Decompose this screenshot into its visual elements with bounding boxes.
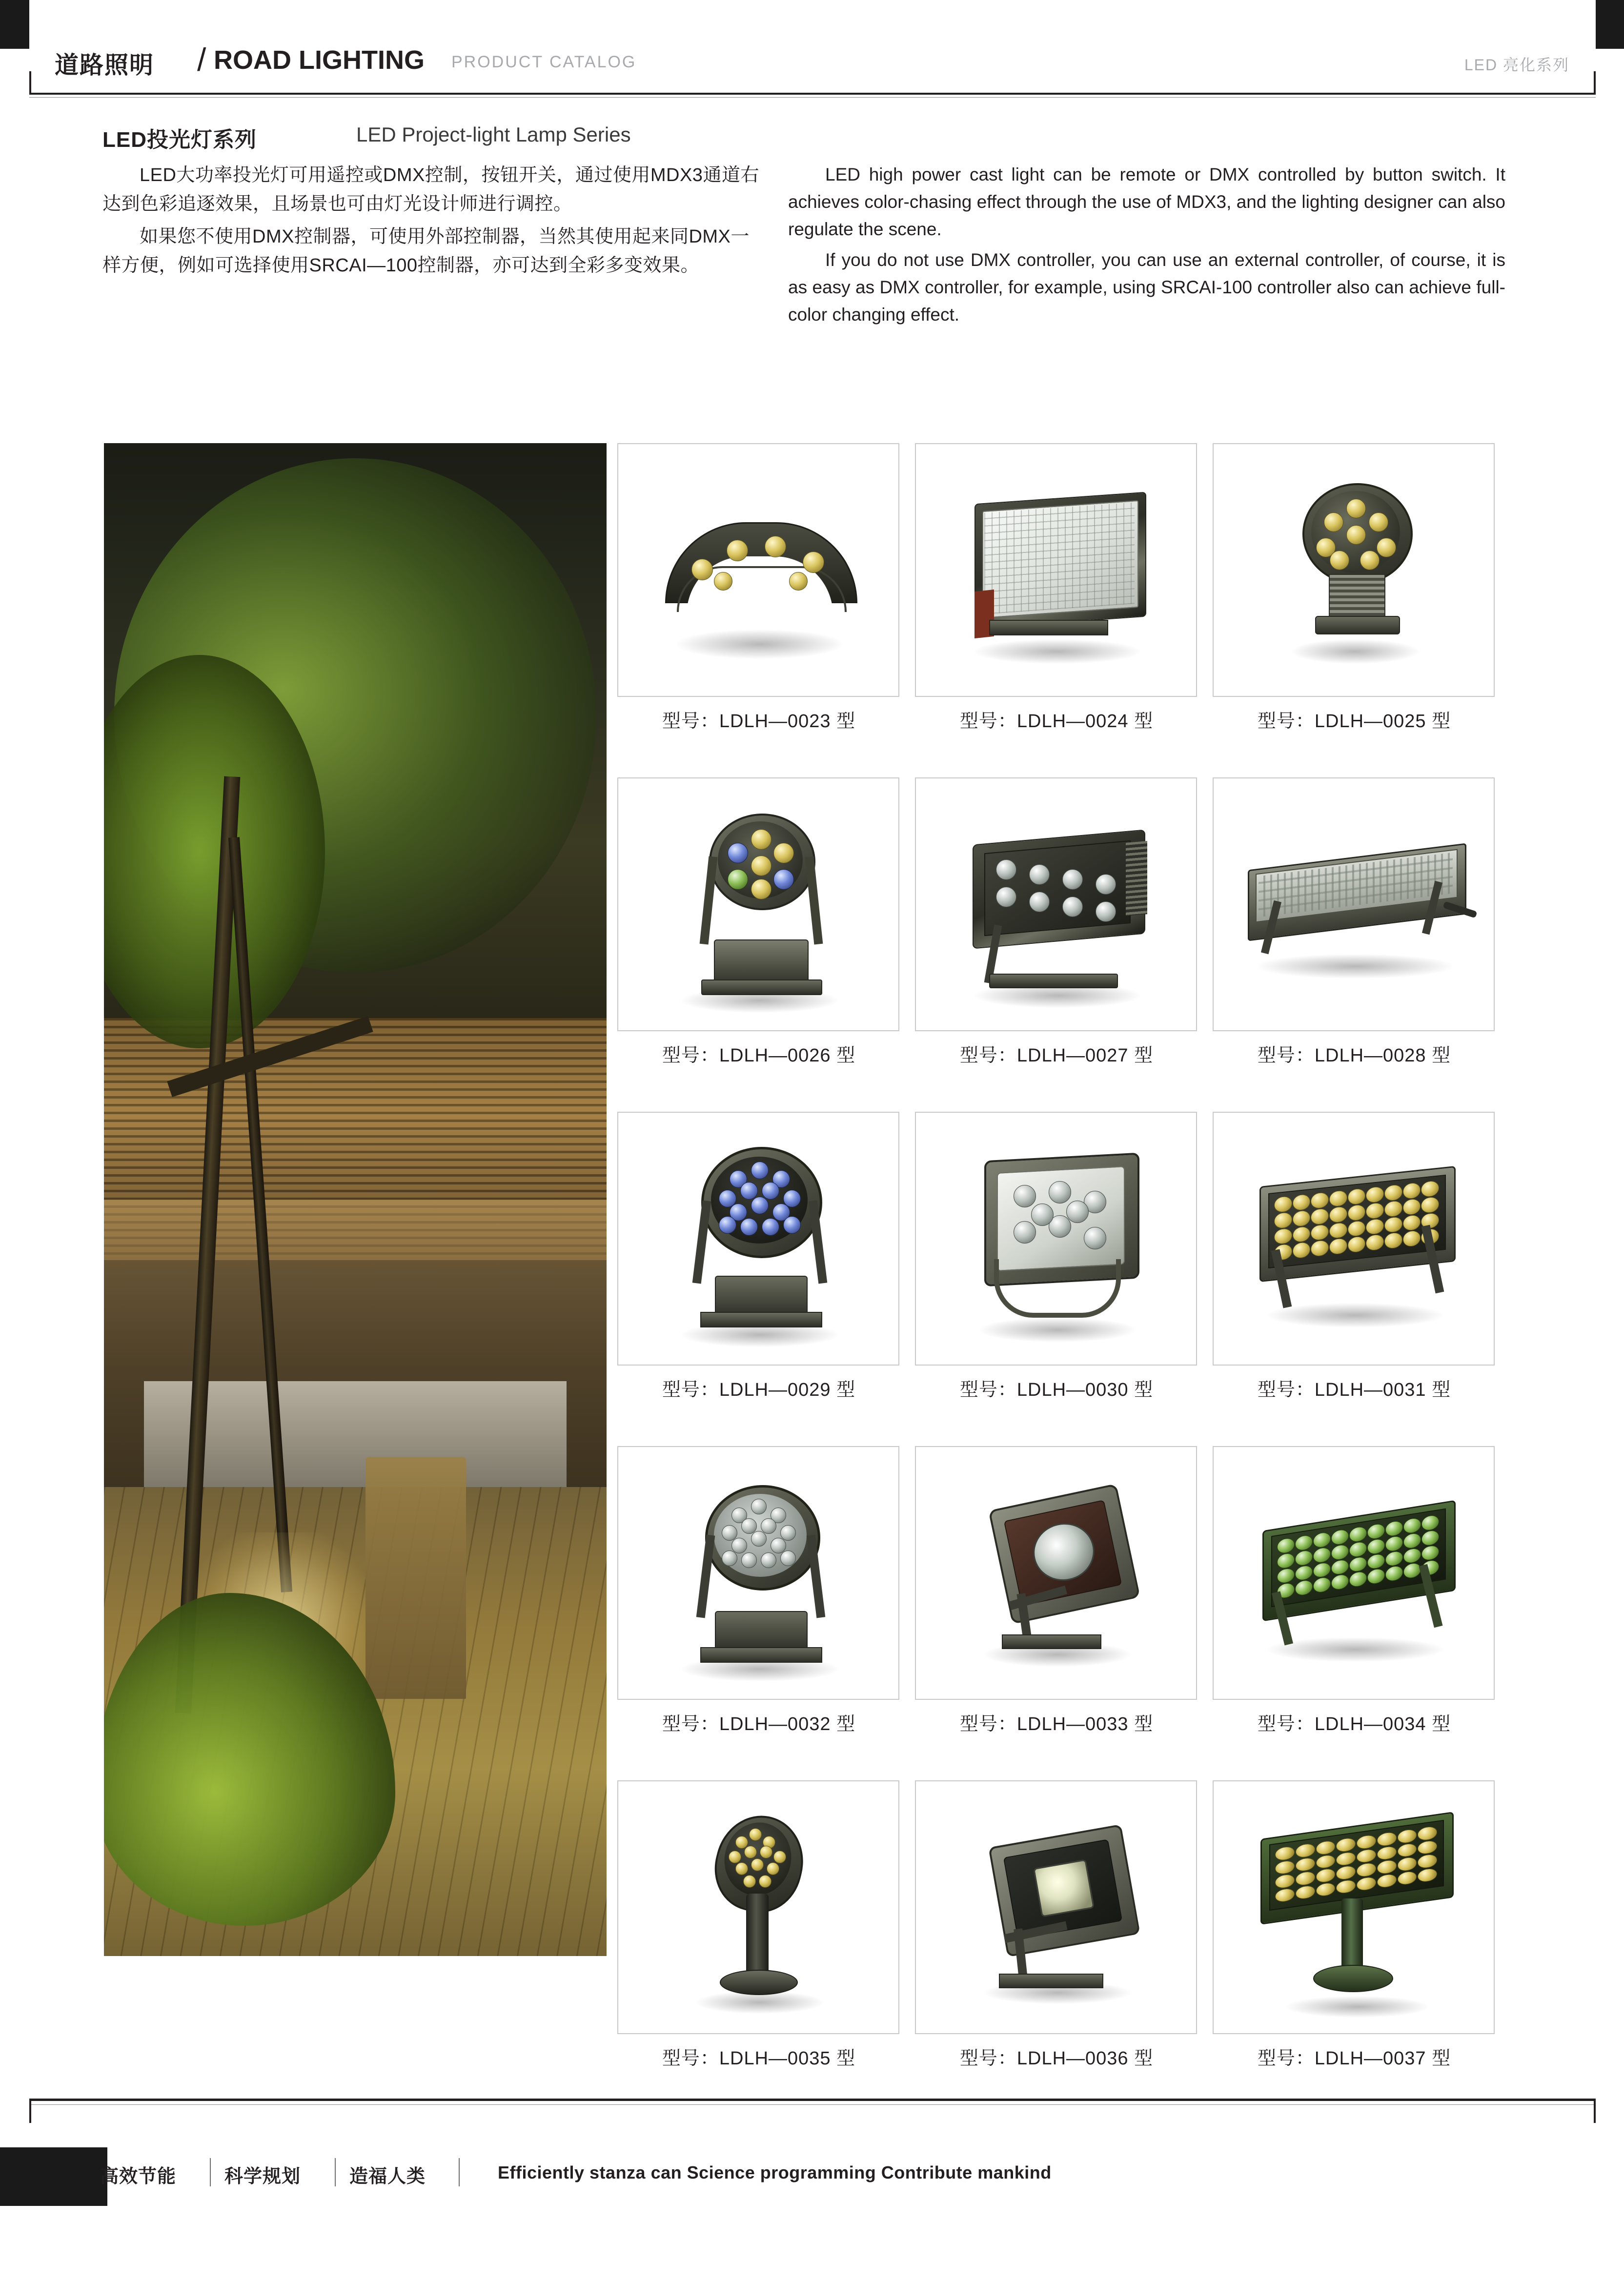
product-cell[interactable] xyxy=(1213,777,1496,1067)
header-title-cn: 道路照明 xyxy=(55,52,155,79)
intro-en-paragraph-1: LED high power cast light can be remote or DMX controlled by button switch. It achieves color-chasing effect through the use of MDX3, and the lighting designer can also regulate the scene. xyxy=(788,164,1505,240)
product-caption: 型号：LDLH—0034 型 xyxy=(1257,1714,1451,1734)
photo-chair xyxy=(365,1457,466,1699)
product-image-ldlh-0023 xyxy=(617,443,899,697)
product-image-ldlh-0025 xyxy=(1213,443,1495,697)
product-cell[interactable] xyxy=(617,1446,900,1735)
footer-divider-3 xyxy=(459,2158,460,2186)
header-slash: / xyxy=(197,41,206,78)
product-image-ldlh-0027 xyxy=(915,777,1197,1031)
product-cell[interactable] xyxy=(1213,1112,1496,1401)
header-rule xyxy=(29,93,1596,95)
product-image-ldlh-0036 xyxy=(915,1780,1197,2034)
product-cell[interactable] xyxy=(617,777,900,1067)
section-title-cn: LED投光灯系列 xyxy=(102,128,257,152)
footer-divider-2 xyxy=(335,2158,336,2186)
intro-cn-paragraph-1: LED大功率投光灯可用遥控或DMX控制，按钮开关，通过使用MDX3通道右达到色彩追逐效果，且场景也可由灯光设计师进行调控。 xyxy=(102,165,759,214)
header-inner xyxy=(0,0,1624,93)
product-cell[interactable] xyxy=(617,443,900,733)
footer-divider-1 xyxy=(210,2158,211,2186)
product-caption: 型号：LDLH—0029 型 xyxy=(662,1380,856,1400)
product-cell[interactable] xyxy=(915,443,1198,733)
footer-tick-left xyxy=(29,2099,31,2123)
product-image-ldlh-0030 xyxy=(915,1112,1197,1366)
product-caption: 型号：LDLH—0026 型 xyxy=(662,1045,856,1066)
product-caption: 型号：LDLH—0027 型 xyxy=(959,1045,1154,1066)
product-image-ldlh-0035 xyxy=(617,1780,899,2034)
product-cell[interactable] xyxy=(617,1112,900,1401)
product-cell[interactable] xyxy=(1213,1446,1496,1735)
product-caption: 型号：LDLH—0031 型 xyxy=(1257,1380,1451,1400)
header-tick-left xyxy=(29,71,31,95)
page-header xyxy=(0,0,1624,106)
section-title-en: LED Project-light Lamp Series xyxy=(356,123,631,146)
product-cell[interactable] xyxy=(915,777,1198,1067)
product-cell[interactable] xyxy=(915,1780,1198,2070)
product-caption: 型号：LDLH—0033 型 xyxy=(959,1714,1154,1734)
product-cell[interactable] xyxy=(915,1112,1198,1401)
product-image-ldlh-0034 xyxy=(1213,1446,1495,1700)
product-cell[interactable] xyxy=(915,1446,1198,1735)
scene-photo xyxy=(104,443,607,1956)
product-caption: 型号：LDLH—0025 型 xyxy=(1257,711,1451,732)
product-image-ldlh-0024 xyxy=(915,443,1197,697)
product-caption: 型号：LDLH—0030 型 xyxy=(959,1380,1154,1400)
product-image-ldlh-0028 xyxy=(1213,777,1495,1031)
page-number: 260 xyxy=(43,2204,90,2236)
footer-rule xyxy=(29,2099,1596,2101)
footer-rule-thin xyxy=(29,2104,1596,2105)
product-image-ldlh-0031 xyxy=(1213,1112,1495,1366)
product-caption: 型号：LDLH—0037 型 xyxy=(1257,2048,1451,2069)
page-footer xyxy=(0,2099,1624,2284)
product-caption: 型号：LDLH—0023 型 xyxy=(662,711,856,732)
product-caption: 型号：LDLH—0035 型 xyxy=(662,2048,856,2069)
header-subtitle: PRODUCT CATALOG xyxy=(451,53,637,71)
product-image-ldlh-0037 xyxy=(1213,1780,1495,2034)
header-tick-right xyxy=(1594,71,1596,95)
product-caption: 型号：LDLH—0036 型 xyxy=(959,2048,1154,2069)
header-rule-thin xyxy=(29,97,1596,98)
product-cell[interactable] xyxy=(617,1780,900,2070)
product-image-ldlh-0033 xyxy=(915,1446,1197,1700)
product-image-ldlh-0032 xyxy=(617,1446,899,1700)
footer-slogan-en: Efficiently stanza can Science programming Contribute mankind xyxy=(498,2162,1052,2182)
intro-column-cn xyxy=(102,161,764,284)
product-cell[interactable] xyxy=(1213,1780,1496,2070)
footer-slogan-cn-3: 造福人类 xyxy=(349,2166,426,2187)
header-series-label: LED 亮化系列 xyxy=(1464,56,1569,74)
product-image-ldlh-0026 xyxy=(617,777,899,1031)
footer-tick-right xyxy=(1594,2099,1596,2123)
product-caption: 型号：LDLH—0028 型 xyxy=(1257,1045,1451,1066)
header-title-en: ROAD LIGHTING xyxy=(214,45,425,75)
intro-cn-paragraph-2: 如果您不使用DMX控制器，可使用外部控制器，当然其使用起来同DMX一样方便，例如可选择使用SRCAI—100控制器，亦可达到全彩多变效果。 xyxy=(102,226,750,276)
footer-slogan-cn-1: 高效节能 xyxy=(100,2166,177,2187)
intro-en-paragraph-2: If you do not use DMX controller, you can use an external controller, of course, it is as easy as DMX controller, for example, using SRCAI-100 controller also can achieve full-color changing effect. xyxy=(788,249,1505,325)
product-cell[interactable] xyxy=(1213,443,1496,733)
footer-slogan-cn-2: 科学规划 xyxy=(224,2166,301,2187)
product-caption: 型号：LDLH—0032 型 xyxy=(662,1714,856,1734)
page-number-block xyxy=(0,2147,107,2236)
intro-column-en xyxy=(788,161,1505,331)
product-caption: 型号：LDLH—0024 型 xyxy=(959,711,1154,732)
product-image-ldlh-0029 xyxy=(617,1112,899,1366)
